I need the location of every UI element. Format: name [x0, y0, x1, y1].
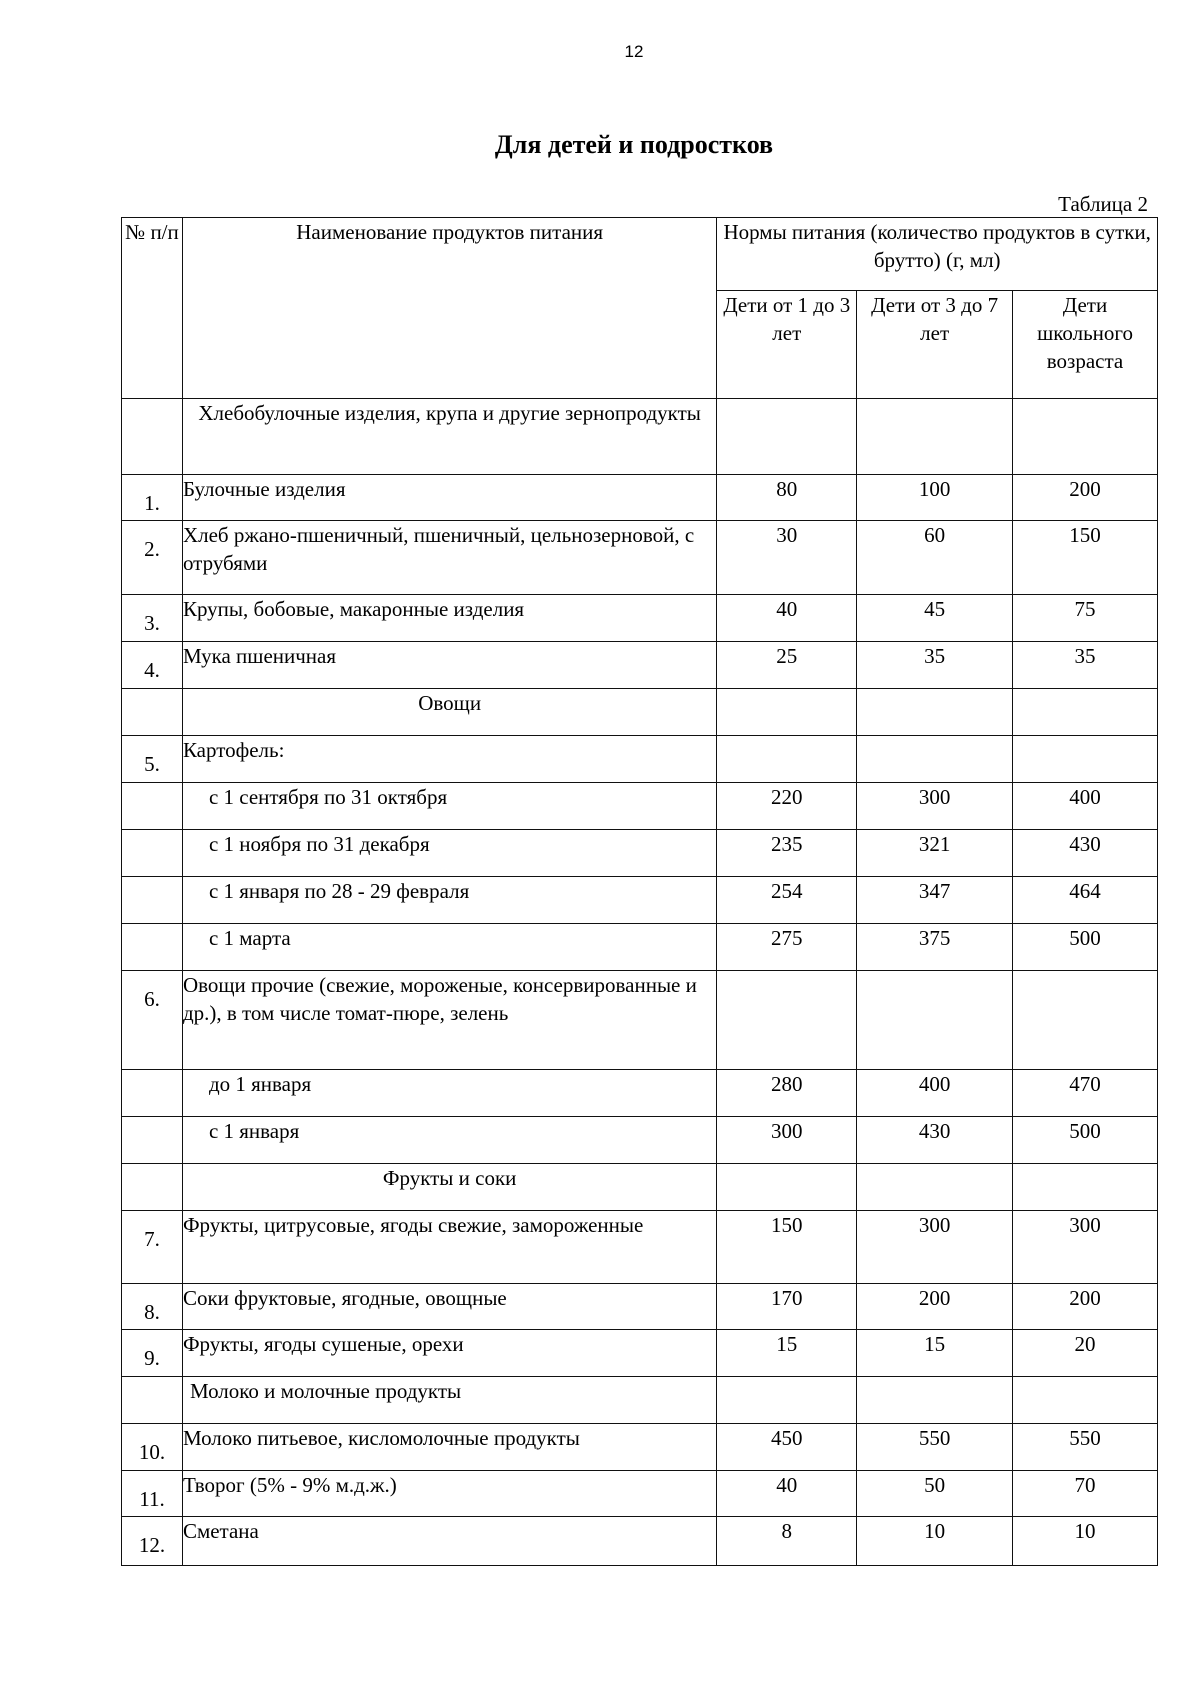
product-name: Овощи прочие (свежие, мороженые, консервированные и др.), в том числе томат-пюре, зелень — [182, 971, 716, 1070]
value-age-3-7 — [857, 689, 1013, 736]
value-school-age: 200 — [1013, 475, 1158, 521]
row-number: 1. — [122, 475, 183, 521]
product-name: с 1 января по 28 - 29 февраля — [182, 877, 716, 924]
value-age-1-3: 15 — [717, 1330, 857, 1377]
table-row — [122, 783, 1158, 830]
table-row — [122, 877, 1158, 924]
table-row — [122, 971, 1158, 1070]
value-school-age: 35 — [1013, 642, 1158, 689]
product-name: Мука пшеничная — [182, 642, 716, 689]
value-age-1-3 — [717, 971, 857, 1070]
value-age-1-3 — [717, 736, 857, 783]
table-row — [122, 1330, 1158, 1377]
product-name: Молоко питьевое, кисломолочные продукты — [182, 1424, 716, 1471]
table-row — [122, 1070, 1158, 1117]
value-age-1-3: 150 — [717, 1211, 857, 1284]
row-number: 4. — [122, 642, 183, 689]
product-name: Булочные изделия — [182, 475, 716, 521]
product-name: Соки фруктовые, ягодные, овощные — [182, 1284, 716, 1330]
value-age-1-3: 170 — [717, 1284, 857, 1330]
value-school-age — [1013, 736, 1158, 783]
section-title: Фрукты и соки — [182, 1164, 716, 1211]
row-number: 6. — [122, 971, 183, 1070]
value-school-age: 430 — [1013, 830, 1158, 877]
value-age-3-7: 550 — [857, 1424, 1013, 1471]
value-school-age: 70 — [1013, 1471, 1158, 1517]
row-number — [122, 1164, 183, 1211]
value-age-3-7: 10 — [857, 1517, 1013, 1566]
table-row — [122, 736, 1158, 783]
row-number: 3. — [122, 595, 183, 642]
table-row — [122, 1117, 1158, 1164]
value-school-age: 300 — [1013, 1211, 1158, 1284]
value-age-3-7: 60 — [857, 521, 1013, 595]
value-age-3-7 — [857, 1377, 1013, 1424]
value-age-3-7: 35 — [857, 642, 1013, 689]
table-row — [122, 595, 1158, 642]
product-name: с 1 сентября по 31 октября — [182, 783, 716, 830]
section-row — [122, 399, 1158, 475]
header-group-3-7: Дети от 3 до 7 лет — [857, 291, 1013, 399]
value-school-age: 75 — [1013, 595, 1158, 642]
value-age-1-3: 220 — [717, 783, 857, 830]
product-name: Фрукты, ягоды сушеные, орехи — [182, 1330, 716, 1377]
table-row — [122, 830, 1158, 877]
value-age-3-7: 300 — [857, 783, 1013, 830]
nutrition-norms-table — [121, 217, 1158, 1566]
section-title: Хлебобулочные изделия, крупа и другие зернопродукты — [182, 399, 716, 475]
row-number: 7. — [122, 1211, 183, 1284]
table-header-row — [122, 218, 1158, 291]
product-name: Сметана — [182, 1517, 716, 1566]
value-school-age — [1013, 1377, 1158, 1424]
product-name: Творог (5% - 9% м.д.ж.) — [182, 1471, 716, 1517]
value-age-3-7: 375 — [857, 924, 1013, 971]
value-age-1-3: 254 — [717, 877, 857, 924]
value-age-1-3 — [717, 689, 857, 736]
table-row — [122, 1284, 1158, 1330]
value-school-age: 400 — [1013, 783, 1158, 830]
value-age-1-3 — [717, 1164, 857, 1211]
value-age-3-7: 100 — [857, 475, 1013, 521]
value-school-age: 500 — [1013, 1117, 1158, 1164]
product-name: с 1 ноября по 31 декабря — [182, 830, 716, 877]
value-age-1-3: 8 — [717, 1517, 857, 1566]
value-age-3-7: 430 — [857, 1117, 1013, 1164]
row-number: 9. — [122, 1330, 183, 1377]
value-school-age: 500 — [1013, 924, 1158, 971]
value-school-age: 550 — [1013, 1424, 1158, 1471]
row-number — [122, 1377, 183, 1424]
value-school-age: 200 — [1013, 1284, 1158, 1330]
row-number — [122, 783, 183, 830]
value-age-1-3: 280 — [717, 1070, 857, 1117]
value-age-1-3: 40 — [717, 1471, 857, 1517]
table-row — [122, 475, 1158, 521]
row-number: 2. — [122, 521, 183, 595]
value-age-3-7: 15 — [857, 1330, 1013, 1377]
section-row — [122, 1164, 1158, 1211]
value-age-3-7 — [857, 736, 1013, 783]
section-title: Овощи — [182, 689, 716, 736]
value-age-1-3: 80 — [717, 475, 857, 521]
product-name: с 1 марта — [182, 924, 716, 971]
product-name: Картофель: — [182, 736, 716, 783]
section-row — [122, 1377, 1158, 1424]
value-school-age: 20 — [1013, 1330, 1158, 1377]
section-title: Молоко и молочные продукты — [182, 1377, 716, 1424]
header-group-school: Дети школьного возраста — [1013, 291, 1158, 399]
row-number: 8. — [122, 1284, 183, 1330]
product-name: Хлеб ржано-пшеничный, пшеничный, цельнозерновой, с отрубями — [182, 521, 716, 595]
header-product-name: Наименование продуктов питания — [182, 218, 716, 399]
value-age-3-7: 321 — [857, 830, 1013, 877]
value-school-age — [1013, 399, 1158, 475]
table-row — [122, 1424, 1158, 1471]
row-number: 10. — [122, 1424, 183, 1471]
row-number — [122, 877, 183, 924]
table-row — [122, 924, 1158, 971]
row-number — [122, 1070, 183, 1117]
value-school-age: 470 — [1013, 1070, 1158, 1117]
row-number: 12. — [122, 1517, 183, 1566]
document-title: Для детей и подростков — [494, 130, 774, 159]
row-number — [122, 399, 183, 475]
value-age-3-7: 347 — [857, 877, 1013, 924]
value-school-age — [1013, 1164, 1158, 1211]
value-age-3-7: 50 — [857, 1471, 1013, 1517]
product-name: Фрукты, цитрусовые, ягоды свежие, замороженные — [182, 1211, 716, 1284]
product-name: Крупы, бобовые, макаронные изделия — [182, 595, 716, 642]
value-school-age — [1013, 971, 1158, 1070]
value-age-3-7 — [857, 399, 1013, 475]
header-num: № п/п — [122, 218, 183, 399]
row-number — [122, 1117, 183, 1164]
value-age-3-7: 300 — [857, 1211, 1013, 1284]
row-number: 5. — [122, 736, 183, 783]
table-row — [122, 642, 1158, 689]
value-age-3-7: 200 — [857, 1284, 1013, 1330]
row-number — [122, 924, 183, 971]
row-number — [122, 830, 183, 877]
value-age-1-3: 235 — [717, 830, 857, 877]
value-age-3-7: 45 — [857, 595, 1013, 642]
product-name: до 1 января — [182, 1070, 716, 1117]
value-school-age: 10 — [1013, 1517, 1158, 1566]
value-age-1-3: 40 — [717, 595, 857, 642]
row-number: 11. — [122, 1471, 183, 1517]
value-age-1-3: 30 — [717, 521, 857, 595]
table-row — [122, 1517, 1158, 1566]
section-row — [122, 689, 1158, 736]
row-number — [122, 689, 183, 736]
value-school-age — [1013, 689, 1158, 736]
page-number: 12 — [624, 42, 644, 61]
value-school-age: 464 — [1013, 877, 1158, 924]
value-age-1-3: 300 — [717, 1117, 857, 1164]
table-row — [122, 1211, 1158, 1284]
value-age-1-3: 450 — [717, 1424, 857, 1471]
product-name: с 1 января — [182, 1117, 716, 1164]
value-school-age: 150 — [1013, 521, 1158, 595]
table-row — [122, 521, 1158, 595]
table-row — [122, 1471, 1158, 1517]
value-age-1-3 — [717, 1377, 857, 1424]
header-group-1-3: Дети от 1 до 3 лет — [717, 291, 857, 399]
value-age-3-7: 400 — [857, 1070, 1013, 1117]
value-age-1-3: 25 — [717, 642, 857, 689]
header-norms: Нормы питания (количество продуктов в сутки, брутто) (г, мл) — [717, 218, 1158, 291]
table-caption: Таблица 2 — [1058, 192, 1148, 216]
value-age-1-3: 275 — [717, 924, 857, 971]
value-age-3-7 — [857, 1164, 1013, 1211]
value-age-1-3 — [717, 399, 857, 475]
value-age-3-7 — [857, 971, 1013, 1070]
